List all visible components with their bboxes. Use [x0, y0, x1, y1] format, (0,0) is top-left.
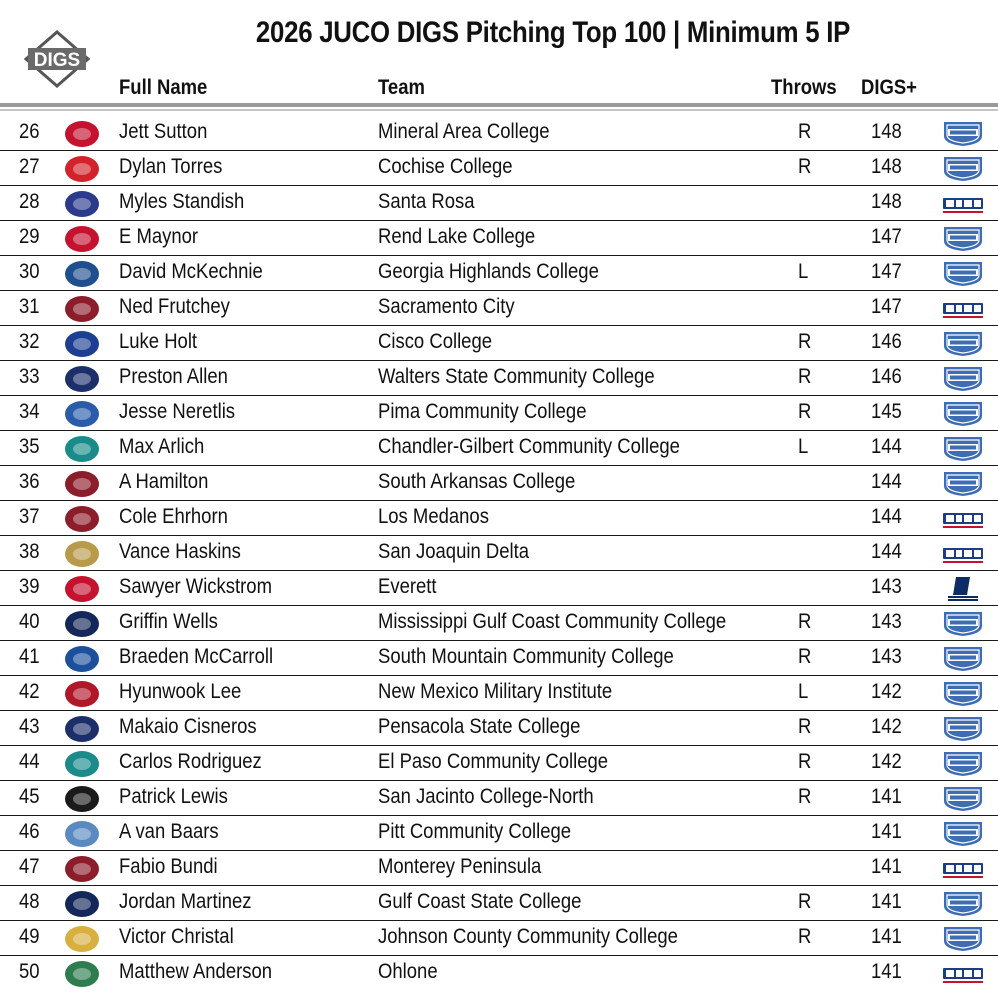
team-cell: Cochise College — [378, 155, 513, 178]
throws-cell: L — [798, 680, 809, 703]
player-name-cell: Matthew Anderson — [119, 960, 273, 983]
conference-njcaa-logo — [940, 120, 986, 147]
team-cell: Georgia Highlands College — [378, 260, 599, 283]
player-name-cell: Max Arlich — [119, 435, 205, 458]
conference-njcaa-logo — [940, 330, 986, 357]
table-row[interactable] — [0, 291, 998, 326]
table-row[interactable] — [0, 221, 998, 256]
column-header-team[interactable]: Team — [378, 76, 425, 99]
conference-njcaa-logo — [940, 470, 986, 497]
rank-cell: 50 — [19, 960, 40, 983]
table-row[interactable] — [0, 571, 998, 606]
coyote-logo — [56, 434, 108, 463]
conference-njcaa-logo — [940, 645, 986, 672]
table-row[interactable] — [0, 151, 998, 186]
player-name-cell: Fabio Bundi — [119, 855, 218, 878]
player-name-cell: A Hamilton — [119, 470, 209, 493]
player-name-cell: Vance Haskins — [119, 540, 241, 563]
team-cell: San Joaquin Delta — [378, 540, 530, 563]
digs-plus-cell: 141 — [871, 960, 902, 983]
team-cell: South Mountain Community College — [378, 645, 674, 668]
table-row[interactable] — [0, 396, 998, 431]
conference-njcaa-logo — [940, 680, 986, 707]
digs-logo-text: DIGS — [33, 50, 81, 71]
player-name-cell: David McKechnie — [119, 260, 263, 283]
player-name-cell: Jesse Neretlis — [119, 400, 236, 423]
team-cell: El Paso Community College — [378, 750, 609, 773]
digs-plus-cell: 148 — [871, 190, 902, 213]
conference-njcaa-logo — [940, 260, 986, 287]
digs-plus-cell: 141 — [871, 820, 902, 843]
table-row[interactable] — [0, 851, 998, 886]
team-cell: Monterey Peninsula — [378, 855, 542, 878]
team-cell: Santa Rosa — [378, 190, 475, 213]
digs-plus-cell: 143 — [871, 645, 902, 668]
conference-3c2a-logo — [940, 540, 986, 567]
lobos-logo — [56, 854, 108, 883]
rank-cell: 49 — [19, 925, 40, 948]
rank-cell: 48 — [19, 890, 40, 913]
rank-cell: 45 — [19, 785, 40, 808]
aztecs-script-logo — [56, 399, 108, 428]
player-name-cell: Luke Holt — [119, 330, 198, 353]
rank-cell: 46 — [19, 820, 40, 843]
throws-cell: R — [798, 785, 812, 808]
conference-njcaa-logo — [940, 925, 986, 952]
rank-cell: 44 — [19, 750, 40, 773]
throws-cell: R — [798, 645, 812, 668]
digs-plus-cell: 141 — [871, 925, 902, 948]
throws-cell: R — [798, 120, 812, 143]
team-cell: Mineral Area College — [378, 120, 550, 143]
table-row[interactable] — [0, 466, 998, 501]
table-row[interactable] — [0, 641, 998, 676]
digs-plus-cell: 144 — [871, 470, 902, 493]
table-row[interactable] — [0, 501, 998, 536]
team-cell: Pensacola State College — [378, 715, 581, 738]
rank-cell: 36 — [19, 470, 40, 493]
mustangs-logo — [56, 504, 108, 533]
digs-plus-cell: 147 — [871, 295, 902, 318]
player-name-cell: Griffin Wells — [119, 610, 218, 633]
rank-cell: 31 — [19, 295, 40, 318]
conference-njcaa-logo — [940, 400, 986, 427]
sm-logo — [56, 644, 108, 673]
player-name-cell: Dylan Torres — [119, 155, 223, 178]
throws-cell: R — [798, 155, 812, 178]
table-row[interactable] — [0, 921, 998, 956]
pitching-table — [0, 116, 998, 991]
dc-logo — [56, 539, 108, 568]
digs-plus-cell: 144 — [871, 540, 902, 563]
throws-cell: R — [798, 925, 812, 948]
conference-3c2a-logo — [940, 505, 986, 532]
conference-nwac-logo — [940, 575, 986, 602]
rank-cell: 27 — [19, 155, 40, 178]
rank-cell: 41 — [19, 645, 40, 668]
team-cell: Johnson County Community College — [378, 925, 678, 948]
rank-cell: 42 — [19, 680, 40, 703]
team-cell: Sacramento City — [378, 295, 515, 318]
cardinal-logo — [56, 119, 108, 148]
team-cell: Mississippi Gulf Coast Community College — [378, 610, 727, 633]
digs-plus-cell: 144 — [871, 435, 902, 458]
digs-plus-cell: 148 — [871, 120, 902, 143]
player-name-cell: A van Baars — [119, 820, 219, 843]
rank-cell: 38 — [19, 540, 40, 563]
throws-cell: R — [798, 610, 812, 633]
throws-cell: R — [798, 750, 812, 773]
team-cell: Walters State Community College — [378, 365, 655, 388]
rank-cell: 37 — [19, 505, 40, 528]
team-cell: Chandler-Gilbert Community College — [378, 435, 680, 458]
ws-logo — [56, 364, 108, 393]
player-name-cell: E Maynor — [119, 225, 199, 248]
team-cell: Los Medanos — [378, 505, 489, 528]
digs-plus-cell: 143 — [871, 575, 902, 598]
player-name-cell: Braeden McCarroll — [119, 645, 274, 668]
team-cell: Everett — [378, 575, 437, 598]
column-header-digs-plus[interactable]: DIGS+ — [861, 76, 917, 99]
pitt-logo — [56, 819, 108, 848]
table-row[interactable] — [0, 116, 998, 151]
digs-plus-cell: 141 — [871, 855, 902, 878]
trojan-logo — [56, 574, 108, 603]
team-cell: Ohlone — [378, 960, 438, 983]
digs-plus-cell: 142 — [871, 750, 902, 773]
table-row[interactable] — [0, 431, 998, 466]
table-row[interactable] — [0, 186, 998, 221]
table-row[interactable] — [0, 711, 998, 746]
conference-njcaa-logo — [940, 715, 986, 742]
conference-njcaa-logo — [940, 155, 986, 182]
digs-plus-cell: 146 — [871, 330, 902, 353]
rank-cell: 40 — [19, 610, 40, 633]
player-name-cell: Preston Allen — [119, 365, 228, 388]
team-cell: South Arkansas College — [378, 470, 576, 493]
ghc-charger-logo — [56, 259, 108, 288]
team-cell: San Jacinto College-North — [378, 785, 594, 808]
pirate-logo — [56, 714, 108, 743]
throws-cell: R — [798, 890, 812, 913]
nmmi-logo — [56, 679, 108, 708]
conference-3c2a-logo — [940, 855, 986, 882]
player-name-cell: Victor Christal — [119, 925, 234, 948]
team-cell: Pima Community College — [378, 400, 587, 423]
conference-3c2a-logo — [940, 190, 986, 217]
digs-plus-cell: 141 — [871, 785, 902, 808]
table-row[interactable] — [0, 536, 998, 571]
column-header-throws[interactable]: Throws — [771, 76, 837, 99]
panther-logo — [56, 294, 108, 323]
digs-plus-cell: 147 — [871, 260, 902, 283]
table-row[interactable] — [0, 781, 998, 816]
stars-logo — [56, 469, 108, 498]
table-row[interactable] — [0, 256, 998, 291]
team-cell: Gulf Coast State College — [378, 890, 582, 913]
player-name-cell: Patrick Lewis — [119, 785, 228, 808]
rank-cell: 29 — [19, 225, 40, 248]
player-name-cell: Jett Sutton — [119, 120, 208, 143]
player-name-cell: Cole Ehrhorn — [119, 505, 228, 528]
table-row[interactable] — [0, 606, 998, 641]
page-title: 2026 JUCO DIGS Pitching Top 100 | Minimum 5 IP — [255, 16, 851, 49]
table-row[interactable] — [0, 326, 998, 361]
rank-cell: 33 — [19, 365, 40, 388]
player-name-cell: Sawyer Wickstrom — [119, 575, 272, 598]
throws-cell: R — [798, 715, 812, 738]
r-logo — [56, 224, 108, 253]
conference-njcaa-logo — [940, 750, 986, 777]
rank-cell: 47 — [19, 855, 40, 878]
digs-plus-cell: 143 — [871, 610, 902, 633]
table-row[interactable] — [0, 676, 998, 711]
conference-njcaa-logo — [940, 785, 986, 812]
rank-cell: 28 — [19, 190, 40, 213]
throws-cell: R — [798, 400, 812, 423]
table-row[interactable] — [0, 746, 998, 781]
rank-cell: 34 — [19, 400, 40, 423]
conference-3c2a-logo — [940, 295, 986, 322]
conference-njcaa-logo — [940, 365, 986, 392]
rank-cell: 39 — [19, 575, 40, 598]
jc-logo — [56, 924, 108, 953]
player-name-cell: Ned Frutchey — [119, 295, 230, 318]
player-name-cell: Jordan Martinez — [119, 890, 252, 913]
table-row[interactable] — [0, 956, 998, 991]
t-logo — [56, 749, 108, 778]
rank-cell: 35 — [19, 435, 40, 458]
bear-logo — [56, 189, 108, 218]
throws-cell: R — [798, 330, 812, 353]
gc-logo — [56, 889, 108, 918]
digs-plus-cell: 142 — [871, 715, 902, 738]
digs-plus-cell: 144 — [871, 505, 902, 528]
conference-njcaa-logo — [940, 820, 986, 847]
rank-cell: 30 — [19, 260, 40, 283]
header-divider — [0, 103, 998, 107]
digs-plus-cell: 148 — [871, 155, 902, 178]
digs-plus-cell: 142 — [871, 680, 902, 703]
throws-cell: L — [798, 435, 809, 458]
player-name-cell: Carlos Rodriguez — [119, 750, 262, 773]
player-name-cell: Makaio Cisneros — [119, 715, 257, 738]
digs-plus-cell: 146 — [871, 365, 902, 388]
player-name-cell: Hyunwook Lee — [119, 680, 242, 703]
rank-cell: 32 — [19, 330, 40, 353]
digs-plus-cell: 145 — [871, 400, 902, 423]
table-row[interactable] — [0, 816, 998, 851]
team-cell: Pitt Community College — [378, 820, 572, 843]
cc-logo — [56, 329, 108, 358]
table-row[interactable] — [0, 361, 998, 396]
team-cell: Cisco College — [378, 330, 493, 353]
ravens-logo — [56, 784, 108, 813]
swoosh-logo — [56, 154, 108, 183]
conference-njcaa-logo — [940, 610, 986, 637]
digs-plus-cell: 141 — [871, 890, 902, 913]
throws-cell: L — [798, 260, 809, 283]
rank-cell: 43 — [19, 715, 40, 738]
team-cell: Rend Lake College — [378, 225, 536, 248]
throws-cell: R — [798, 365, 812, 388]
player-name-cell: Myles Standish — [119, 190, 245, 213]
conference-3c2a-logo — [940, 960, 986, 987]
conference-njcaa-logo — [940, 225, 986, 252]
rank-cell: 26 — [19, 120, 40, 143]
gulf-coast-m-logo — [56, 609, 108, 638]
header-divider-secondary — [0, 109, 998, 111]
team-cell: New Mexico Military Institute — [378, 680, 613, 703]
digs-plus-cell: 147 — [871, 225, 902, 248]
conference-njcaa-logo — [940, 435, 986, 462]
conference-njcaa-logo — [940, 890, 986, 917]
table-row[interactable] — [0, 886, 998, 921]
column-header-full-name[interactable]: Full Name — [119, 76, 208, 99]
renegades-logo — [56, 959, 108, 988]
